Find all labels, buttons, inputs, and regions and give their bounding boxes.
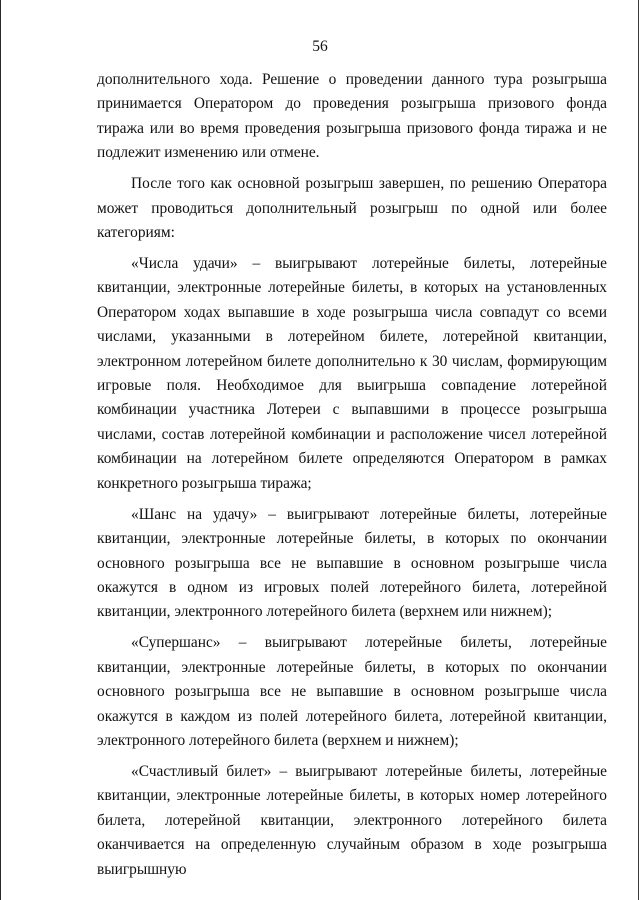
paragraph-lucky-ticket: «Счастливый билет» – выигрывают лотерейные билеты, лотерейные квитанции, электронные лотерейные билеты, в которых номер лотерейного билета, лотерейной квитанции, электронного лотерейного билета оканчивается на определенную случайным образом в ходе розыгрыша выигрышную — [97, 762, 607, 878]
scan-right-edge — [638, 0, 639, 900]
body-text — [97, 68, 607, 889]
page-number: 56 — [312, 38, 328, 55]
scan-left-edge — [0, 0, 1, 900]
paragraph-continuation: дополнительного хода. Решение о проведении данного тура розыгрыша принимается Оператором до проведения розыгрыша призового фонда тиража или во время проведения розыгрыша призового фонда тиража и не подлежит изменению или отмене. — [97, 71, 607, 162]
paragraph-superchance: «Супершанс» – выигрывают лотерейные билеты, лотерейные квитанции, электронные лотерейные билеты, в которых по окончании основного розыгрыша все не выпавшие в основном розыгрыше числа окажутся в каждом из полей лотерейного билета, лотерейной квитанции, электронного лотерейного билета (верхнем и нижнем); — [97, 634, 607, 749]
paragraph-additional-draw: После того как основной розыгрыш завершен, по решению Оператора может проводиться дополнительный розыгрыш по одной или более категориям: — [97, 175, 607, 242]
paragraph-lucky-numbers: «Числа удачи» – выигрывают лотерейные билеты, лотерейные квитанции, электронные лотерейные билеты, в которых на установленных Оператором ходах выпавшие в ходе розыгрыша числа совпадут со всеми числами, указанными в лотерейном билете, лотерейной квитанции, электронном лотерейном билете дополнительно к 30 числам, формирующим игровые поля. Необходимое для выигрыша совпадение лотерейной комбинации участника Лотереи с выпавшими в процессе розыгрыша числами, состав лотерейной комбинации и расположение чисел лотерейной комбинации на лотерейном билете определяются Оператором в рамках конкретного розыгрыша тиража; — [97, 255, 607, 492]
paragraph-chance-for-luck: «Шанс на удачу» – выигрывают лотерейные билеты, лотерейные квитанции, электронные лотерейные билеты, в которых по окончании основного розыгрыша все не выпавшие в основном розыгрыше числа окажутся в одном из игровых полей лотерейного билета, лотерейной квитанции, электронного лотерейного билета (верхнем или нижнем); — [97, 505, 607, 621]
